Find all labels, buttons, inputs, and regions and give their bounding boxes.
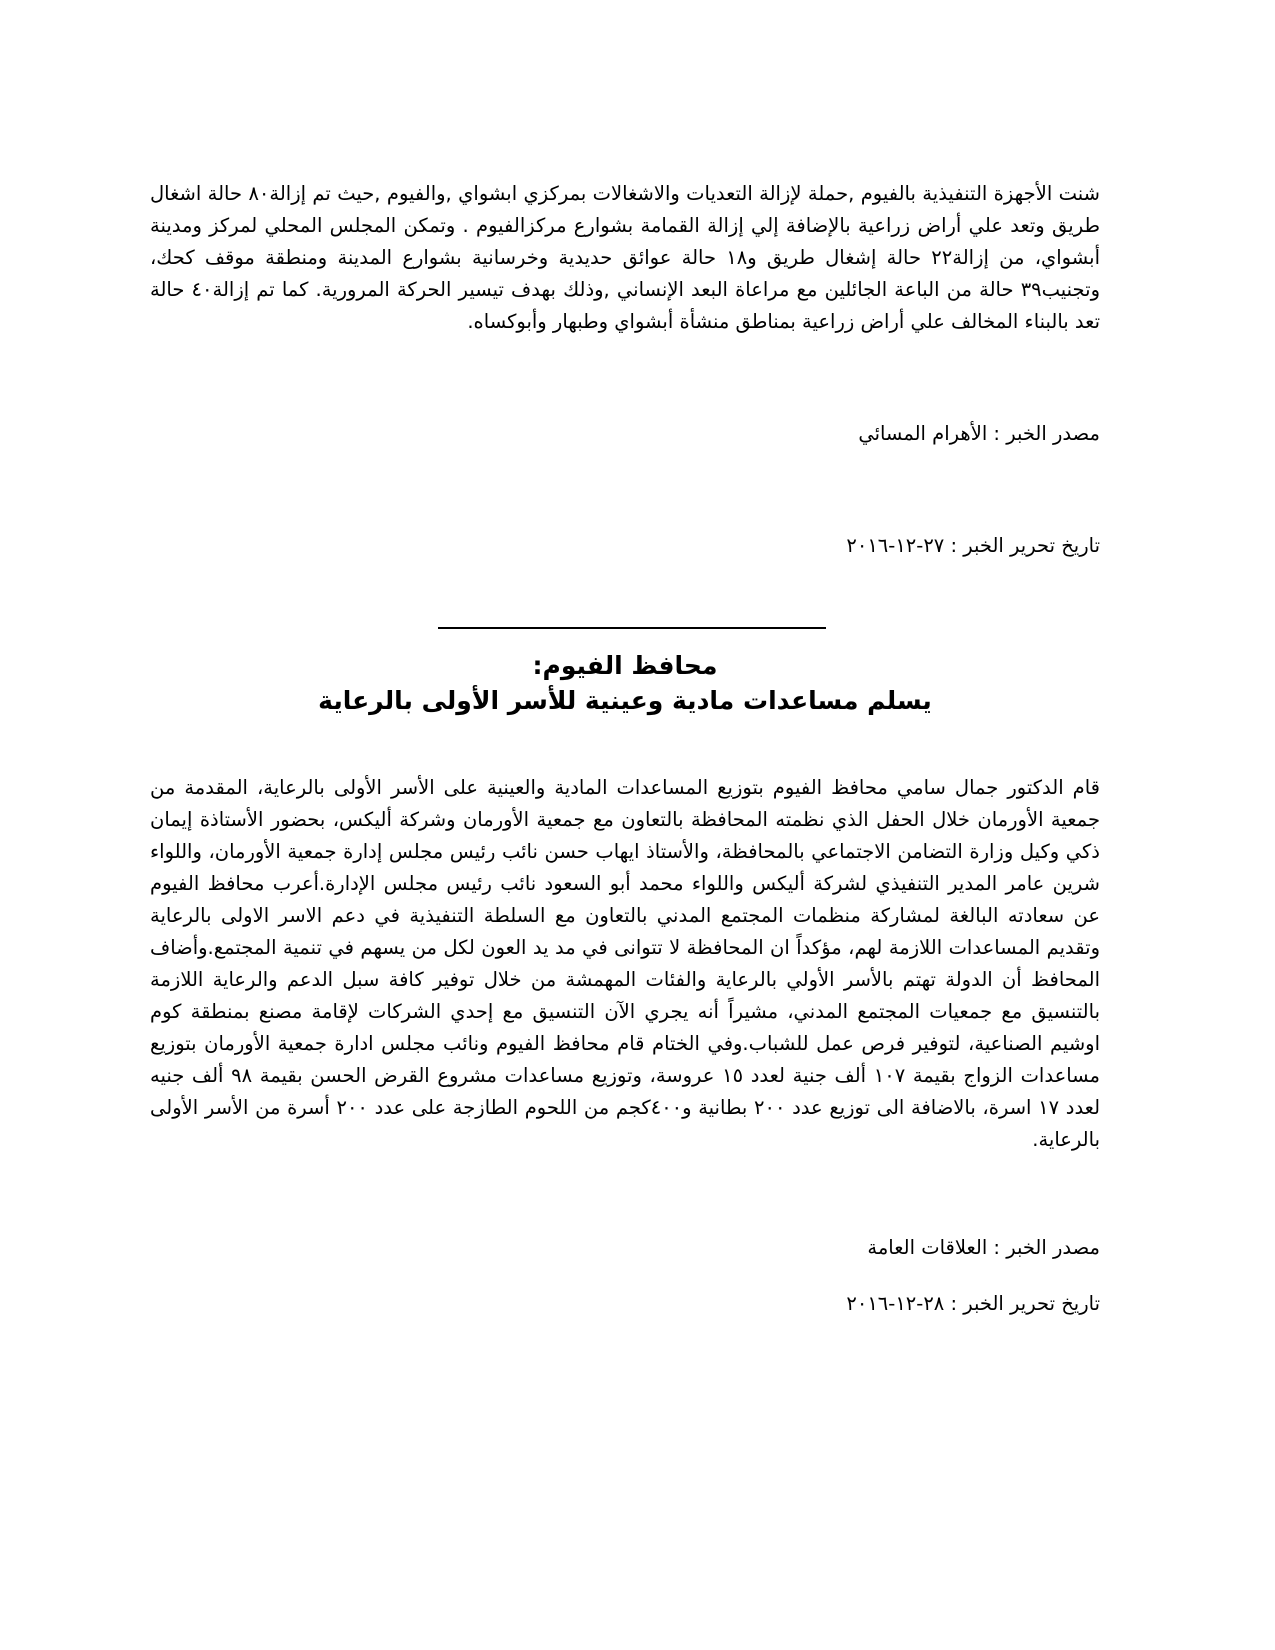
article2-headline-line1: محافظ الفيوم: bbox=[532, 651, 718, 680]
article2-source: مصدر الخبر : العلاقات العامة bbox=[867, 1236, 1100, 1259]
article1-body: شنت الأجهزة التنفيذية بالفيوم ,حملة لإزالة التعديات والاشغالات بمركزي ابشواي ,والفيوم ,حيث تم إزالة٨٠ حالة اشغال طريق وتعد علي أراض زراعية بالإضافة إلي إزالة القمامة بشوارع مركزالفيوم . وتمكن المجلس المحلي لمركز ومدينة أبشواي، من إزالة٢٢ حالة إشغال طريق و١٨ حالة عوائق حديدية وخرسانية بشوارع المدينة ومنطقة موقف كحك، وتجنيب٣٩ حالة من الباعة الجائلين مع مراعاة البعد الإنساني ,وذلك بهدف تيسير الحركة المرورية. كما تم إزالة٤٠ حالة تعد بالبناء المخالف علي أراض زراعية بمناطق منشأة أبشواي وطبهار وأبوكساه. bbox=[150, 182, 1100, 333]
article1-date: تاريخ تحرير الخبر : ٢٧-١٢-٢٠١٦ bbox=[846, 534, 1100, 557]
article1-source: مصدر الخبر : الأهرام المسائي bbox=[858, 422, 1100, 445]
article2-date: تاريخ تحرير الخبر : ٢٨-١٢-٢٠١٦ bbox=[846, 1292, 1100, 1315]
section-divider bbox=[438, 627, 826, 629]
article2-body: قام الدكتور جمال سامي محافظ الفيوم بتوزيع المساعدات المادية والعينية على الأسر الأولى بالرعاية، المقدمة من جمعية الأورمان خلال الحفل الذي نظمته المحافظة بالتعاون مع جمعية الأورمان وشركة أليكس، بحضور الأستاذة إيمان ذكي وكيل وزارة التضامن الاجتماعي بالمحافظة، والأستاذ ايهاب حسن نائب رئيس مجلس إدارة جمعية الأورمان، واللواء شرين عامر المدير التنفيذي لشركة أليكس واللواء محمد أبو السعود نائب رئيس مجلس الإدارة.أعرب محافظ الفيوم عن سعادته البالغة لمشاركة منظمات المجتمع المدني بالتعاون مع السلطة التنفيذية في دعم الاسر الاولى بالرعاية وتقديم المساعدات اللازمة لهم، مؤكداً ان المحافظة لا تتوانى في مد يد العون لكل من يسهم في تنمية المجتمع.وأضاف المحافظ أن الدولة تهتم بالأسر الأولي بالرعاية والفئات المهمشة من خلال توفير كافة سبل الدعم والرعاية اللازمة بالتنسيق مع جمعيات المجتمع المدني، مشيراً أنه يجري الآن التنسيق مع إحدي الشركات لإقامة مصنع بمنطقة كوم اوشيم الصناعية، لتوفير فرص عمل للشباب.وفي الختام قام محافظ الفيوم ونائب مجلس ادارة جمعية الأورمان بتوزيع مساعدات الزواج بقيمة ١٠٧ ألف جنية لعدد ١٥ عروسة، وتوزيع مساعدات مشروع القرض الحسن بقيمة ٩٨ ألف جنيه لعدد ١٧ اسرة، بالاضافة الى توزيع عدد ٢٠٠ بطانية و٤٠٠كجم من اللحوم الطازجة على عدد ٢٠٠ أسرة من الأسر الأولى بالرعاية. bbox=[150, 776, 1101, 1151]
article2-headline-line2: يسلم مساعدات مادية وعينية للأسر الأولى بالرعاية bbox=[318, 686, 932, 715]
